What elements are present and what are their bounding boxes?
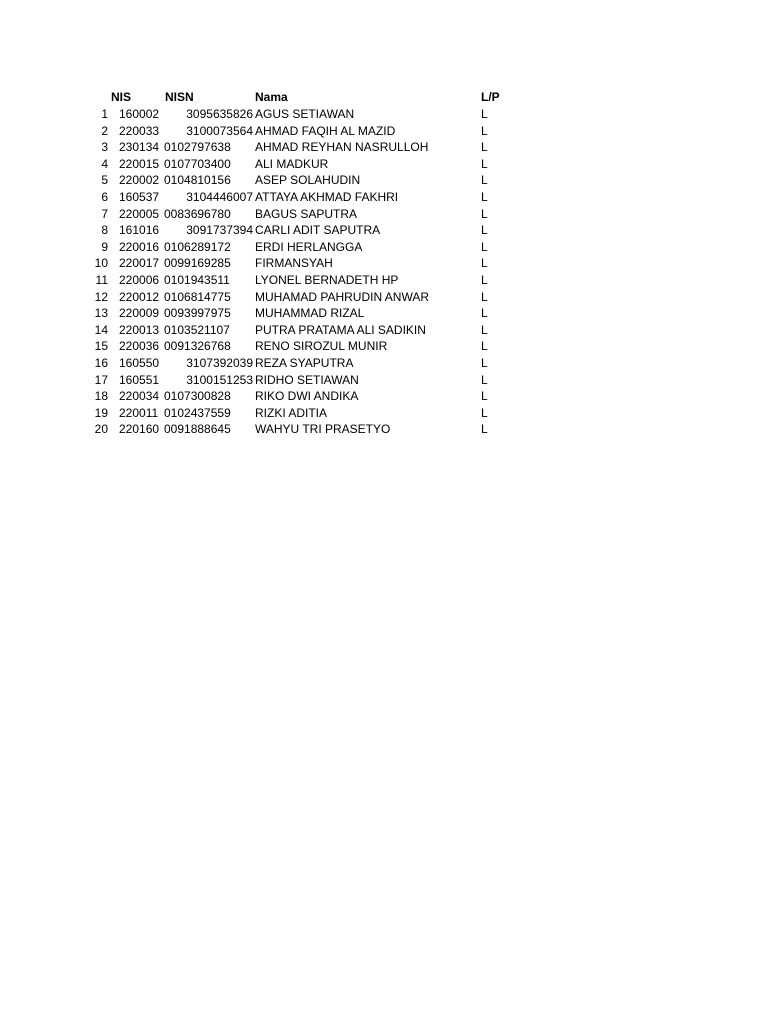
row-number: 9 <box>101 239 108 254</box>
cell-nama: MUHAMMAD RIZAL <box>255 306 365 321</box>
table-header-row <box>0 88 768 106</box>
table-row <box>0 355 768 372</box>
table-row <box>0 338 768 355</box>
cell-nis: 160537 <box>119 189 160 204</box>
row-number: 4 <box>101 156 108 171</box>
cell-nis: 220036 <box>119 339 160 354</box>
row-number: 3 <box>101 140 108 155</box>
cell-nis: 220016 <box>119 239 160 254</box>
cell-nis: 230134 <box>119 140 160 155</box>
cell-nisn: 0091326768 <box>164 339 231 354</box>
table-row <box>0 272 768 289</box>
cell-nisn: 3091737394 <box>186 223 253 238</box>
cell-lp: L <box>481 256 488 271</box>
cell-nisn: 0099169285 <box>164 256 231 271</box>
cell-lp: L <box>481 239 488 254</box>
cell-nisn: 3104446007 <box>186 189 253 204</box>
cell-nama: WAHYU TRI PRASETYO <box>255 422 391 437</box>
cell-nis: 220160 <box>119 422 160 437</box>
cell-lp: L <box>481 322 488 337</box>
cell-nisn: 0102797638 <box>164 140 231 155</box>
cell-nisn: 0103521107 <box>164 322 230 337</box>
cell-nis: 160002 <box>119 107 160 121</box>
cell-lp: L <box>481 223 488 238</box>
row-number: 15 <box>94 339 108 354</box>
table-row <box>0 139 768 156</box>
cell-nama: RIZKI ADITIA <box>255 405 328 420</box>
cell-nisn: 3100151253 <box>186 372 253 387</box>
cell-nama: RIDHO SETIAWAN <box>255 372 359 387</box>
cell-nis: 220005 <box>119 206 160 221</box>
cell-lp: L <box>481 189 488 204</box>
row-number: 7 <box>101 206 108 221</box>
cell-nama: ATTAYA AKHMAD FAKHRI <box>255 189 399 204</box>
cell-lp: L <box>481 173 488 188</box>
table-row <box>0 289 768 306</box>
cell-nisn: 0104810156 <box>164 173 231 188</box>
table-row <box>0 106 768 123</box>
cell-lp: L <box>481 389 488 404</box>
table-row <box>0 222 768 239</box>
cell-nisn: 0107300828 <box>164 389 231 404</box>
cell-nama: FIRMANSYAH <box>255 256 333 271</box>
cell-nama: ALI MADKUR <box>255 156 329 171</box>
header-nama: Nama <box>255 90 288 104</box>
cell-nisn: 0102437559 <box>164 405 231 420</box>
table-body <box>0 106 768 438</box>
cell-nisn: 3107392039 <box>186 355 253 370</box>
row-number: 2 <box>101 123 108 138</box>
cell-nis: 220015 <box>119 156 160 171</box>
cell-lp: L <box>481 372 488 387</box>
cell-lp: L <box>481 355 488 370</box>
cell-nisn: 0106814775 <box>164 289 231 304</box>
table-row <box>0 172 768 189</box>
cell-nis: 220034 <box>119 389 160 404</box>
cell-nama: PUTRA PRATAMA ALI SADIKIN <box>255 322 426 337</box>
cell-nis: 161016 <box>119 223 160 238</box>
table-row <box>0 305 768 322</box>
row-number: 18 <box>94 389 108 404</box>
cell-nama: RIKO DWI ANDIKA <box>255 389 359 404</box>
cell-nis: 220011 <box>119 405 159 420</box>
table-row <box>0 372 768 389</box>
cell-nama: REZA SYAPUTRA <box>255 355 354 370</box>
row-number: 16 <box>94 355 108 370</box>
cell-nama: AGUS SETIAWAN <box>255 107 355 121</box>
cell-lp: L <box>481 405 488 420</box>
row-number: 1 <box>101 107 108 121</box>
row-number: 11 <box>95 272 108 287</box>
cell-nis: 220012 <box>119 289 160 304</box>
cell-nisn: 0106289172 <box>164 239 231 254</box>
cell-nama: ERDI HERLANGGA <box>255 239 363 254</box>
cell-lp: L <box>481 156 488 171</box>
cell-nisn: 0101943511 <box>164 272 230 287</box>
table-row <box>0 405 768 422</box>
table-row <box>0 421 768 438</box>
row-number: 17 <box>94 372 108 387</box>
cell-nisn: 0093997975 <box>164 306 231 321</box>
cell-nama: MUHAMAD PAHRUDIN ANWAR <box>255 289 430 304</box>
cell-nama: BAGUS SAPUTRA <box>255 206 358 221</box>
cell-nama: ASEP SOLAHUDIN <box>255 173 361 188</box>
cell-nama: AHMAD REYHAN NASRULLOH <box>255 140 429 155</box>
cell-nis: 220006 <box>119 272 160 287</box>
cell-nis: 220033 <box>119 123 160 138</box>
cell-nama: CARLI ADIT SAPUTRA <box>255 223 381 238</box>
row-number: 12 <box>94 289 108 304</box>
header-lp: L/P <box>481 90 500 104</box>
cell-nis: 160551 <box>119 372 160 387</box>
cell-lp: L <box>481 140 488 155</box>
cell-nisn: 0091888645 <box>164 422 231 437</box>
table-row <box>0 206 768 223</box>
cell-lp: L <box>481 272 488 287</box>
student-table <box>0 88 768 438</box>
table-row <box>0 388 768 405</box>
cell-nis: 220009 <box>119 306 160 321</box>
cell-nisn: 3095635826 <box>186 107 253 121</box>
row-number: 13 <box>94 306 108 321</box>
row-number: 8 <box>101 223 108 238</box>
cell-nis: 160550 <box>119 355 160 370</box>
cell-nis: 220002 <box>119 173 160 188</box>
table-row <box>0 123 768 140</box>
header-nisn: NISN <box>165 90 194 104</box>
cell-nis: 220013 <box>119 322 160 337</box>
cell-lp: L <box>481 339 488 354</box>
cell-lp: L <box>481 289 488 304</box>
cell-nisn: 0107703400 <box>164 156 231 171</box>
cell-lp: L <box>481 206 488 221</box>
table-row <box>0 255 768 272</box>
cell-nisn: 0083696780 <box>164 206 231 221</box>
row-number: 6 <box>101 189 108 204</box>
row-number: 20 <box>94 422 108 437</box>
row-number: 10 <box>94 256 108 271</box>
header-nis: NIS <box>111 90 132 104</box>
cell-nama: LYONEL BERNADETH HP <box>255 272 399 287</box>
row-number: 19 <box>94 405 108 420</box>
cell-nis: 220017 <box>119 256 160 271</box>
table-row <box>0 239 768 256</box>
cell-lp: L <box>481 422 488 437</box>
cell-nisn: 3100073564 <box>186 123 253 138</box>
cell-lp: L <box>481 123 488 138</box>
row-number: 14 <box>94 322 108 337</box>
cell-lp: L <box>481 107 488 121</box>
table-row <box>0 156 768 173</box>
table-row <box>0 322 768 339</box>
table-row <box>0 189 768 206</box>
row-number: 5 <box>101 173 108 188</box>
cell-lp: L <box>481 306 488 321</box>
cell-nama: AHMAD FAQIH AL MAZID <box>255 123 396 138</box>
cell-nama: RENO SIROZUL MUNIR <box>255 339 388 354</box>
